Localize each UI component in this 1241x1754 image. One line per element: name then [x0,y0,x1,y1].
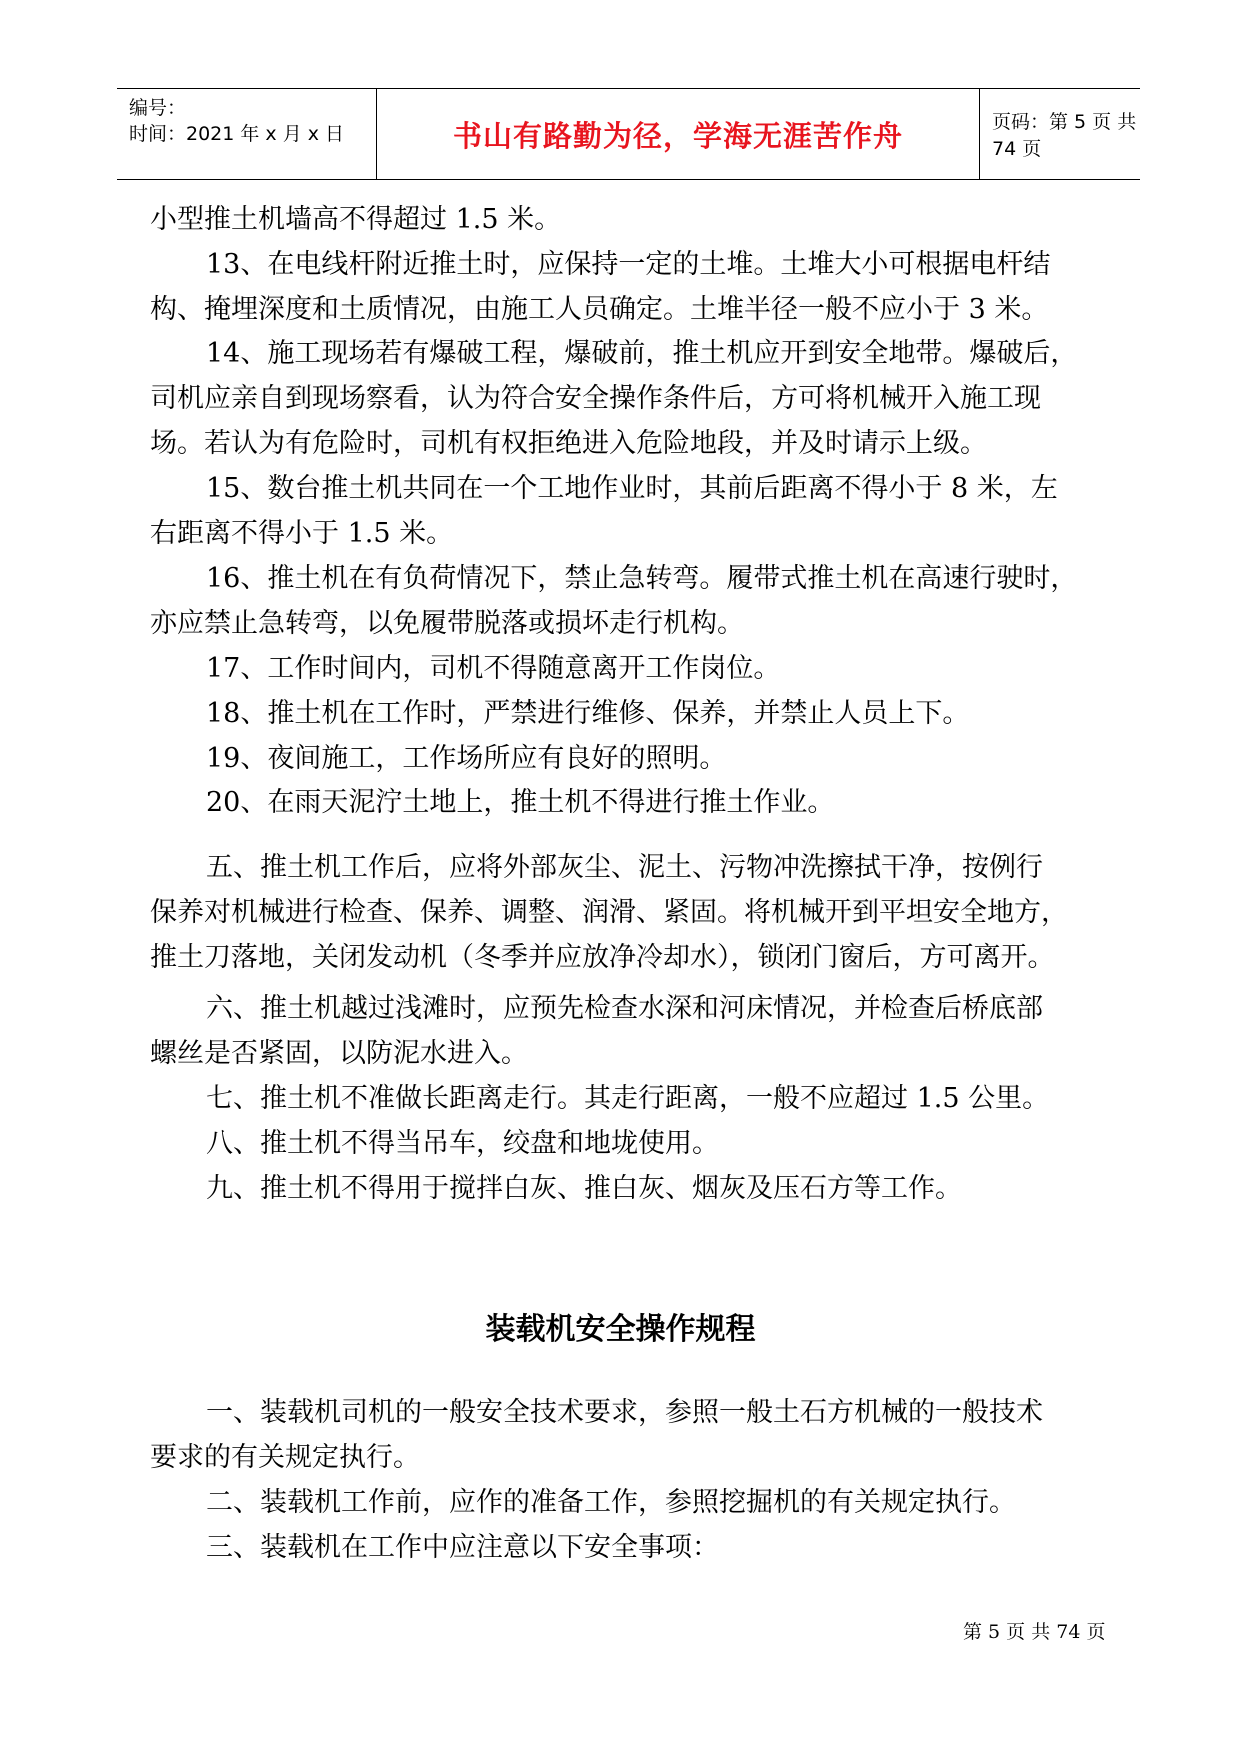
text-line: 司机应亲自到现场察看，认为符合安全操作条件后，方可将机械开入施工现 [150,383,1041,414]
header-motto-cell [377,89,980,179]
text-line: 16、推土机在有负荷情况下，禁止急转弯。履带式推土机在高速行驶时， [206,563,1078,594]
text-line: 一、装载机司机的一般安全技术要求，参照一般土石方机械的一般技术 [206,1397,1043,1428]
text-line: 推土刀落地，关闭发动机（冬季并应放净冷却水），锁闭门窗后，方可离开。 [150,942,1055,973]
text-line: 20、在雨天泥泞土地上，推土机不得进行推土作业。 [206,787,835,818]
page-header [117,88,1140,180]
text-line: 螺丝是否紧固，以防泥水进入。 [150,1038,528,1069]
text-line: 构、掩埋深度和土质情况，由施工人员确定。土堆半径一般不应小于 3 米。 [150,294,1049,325]
text-line: 要求的有关规定执行。 [150,1442,420,1473]
document-time-label: 时间：2021 年 x 月 x 日 [129,123,345,145]
text-line: 13、在电线杆附近推土时，应保持一定的土堆。土堆大小可根据电杆结 [206,249,1051,280]
text-line: 18、推土机在工作时，严禁进行维修、保养，并禁止人员上下。 [206,698,970,729]
text-line: 14、施工现场若有爆破工程，爆破前，推土机应开到安全地带。爆破后， [206,338,1078,369]
text-line: 七、推土机不准做长距离走行。其走行距离，一般不应超过 1.5 公里。 [206,1083,1050,1114]
page-footer: 第 5 页 共 74 页 [963,1621,1106,1643]
text-line: 八、推土机不得当吊车，绞盘和地垅使用。 [206,1128,719,1159]
text-line: 三、装载机在工作中应注意以下安全事项： [206,1532,719,1563]
text-line: 场。若认为有危险时，司机有权拒绝进入危险地段，并及时请示上级。 [150,428,987,459]
text-line: 五、推土机工作后，应将外部灰尘、泥土、污物冲洗擦拭干净，按例行 [206,852,1043,883]
text-line: 亦应禁止急转弯，以免履带脱落或损坏走行机构。 [150,608,744,639]
text-line: 六、推土机越过浅滩时，应预先检查水深和河床情况，并检查后桥底部 [206,993,1043,1024]
text-line: 右距离不得小于 1.5 米。 [150,518,454,549]
header-meta [117,89,377,179]
text-line: 二、装载机工作前，应作的准备工作，参照挖掘机的有关规定执行。 [206,1487,1016,1518]
header-motto: 书山有路勤为径，学海无涯苦作舟 [452,118,903,153]
text-line: 九、推土机不得用于搅拌白灰、推白灰、烟灰及压石方等工作。 [206,1173,962,1204]
header-page-info: 页码：第 5 页 共 74 页 [992,111,1137,160]
text-line: 19、夜间施工，工作场所应有良好的照明。 [206,743,727,774]
document-number-label: 编号： [129,97,187,119]
text-line: 17、工作时间内，司机不得随意离开工作岗位。 [206,653,781,684]
text-line: 小型推土机墙高不得超过 1.5 米。 [150,204,562,235]
text-line: 15、数台推土机共同在一个工地作业时，其前后距离不得小于 8 米，左 [206,473,1058,504]
section-title: 装载机安全操作规程 [485,1312,756,1347]
text-line: 保养对机械进行检查、保养、调整、润滑、紧固。将机械开到平坦安全地方， [150,897,1068,928]
